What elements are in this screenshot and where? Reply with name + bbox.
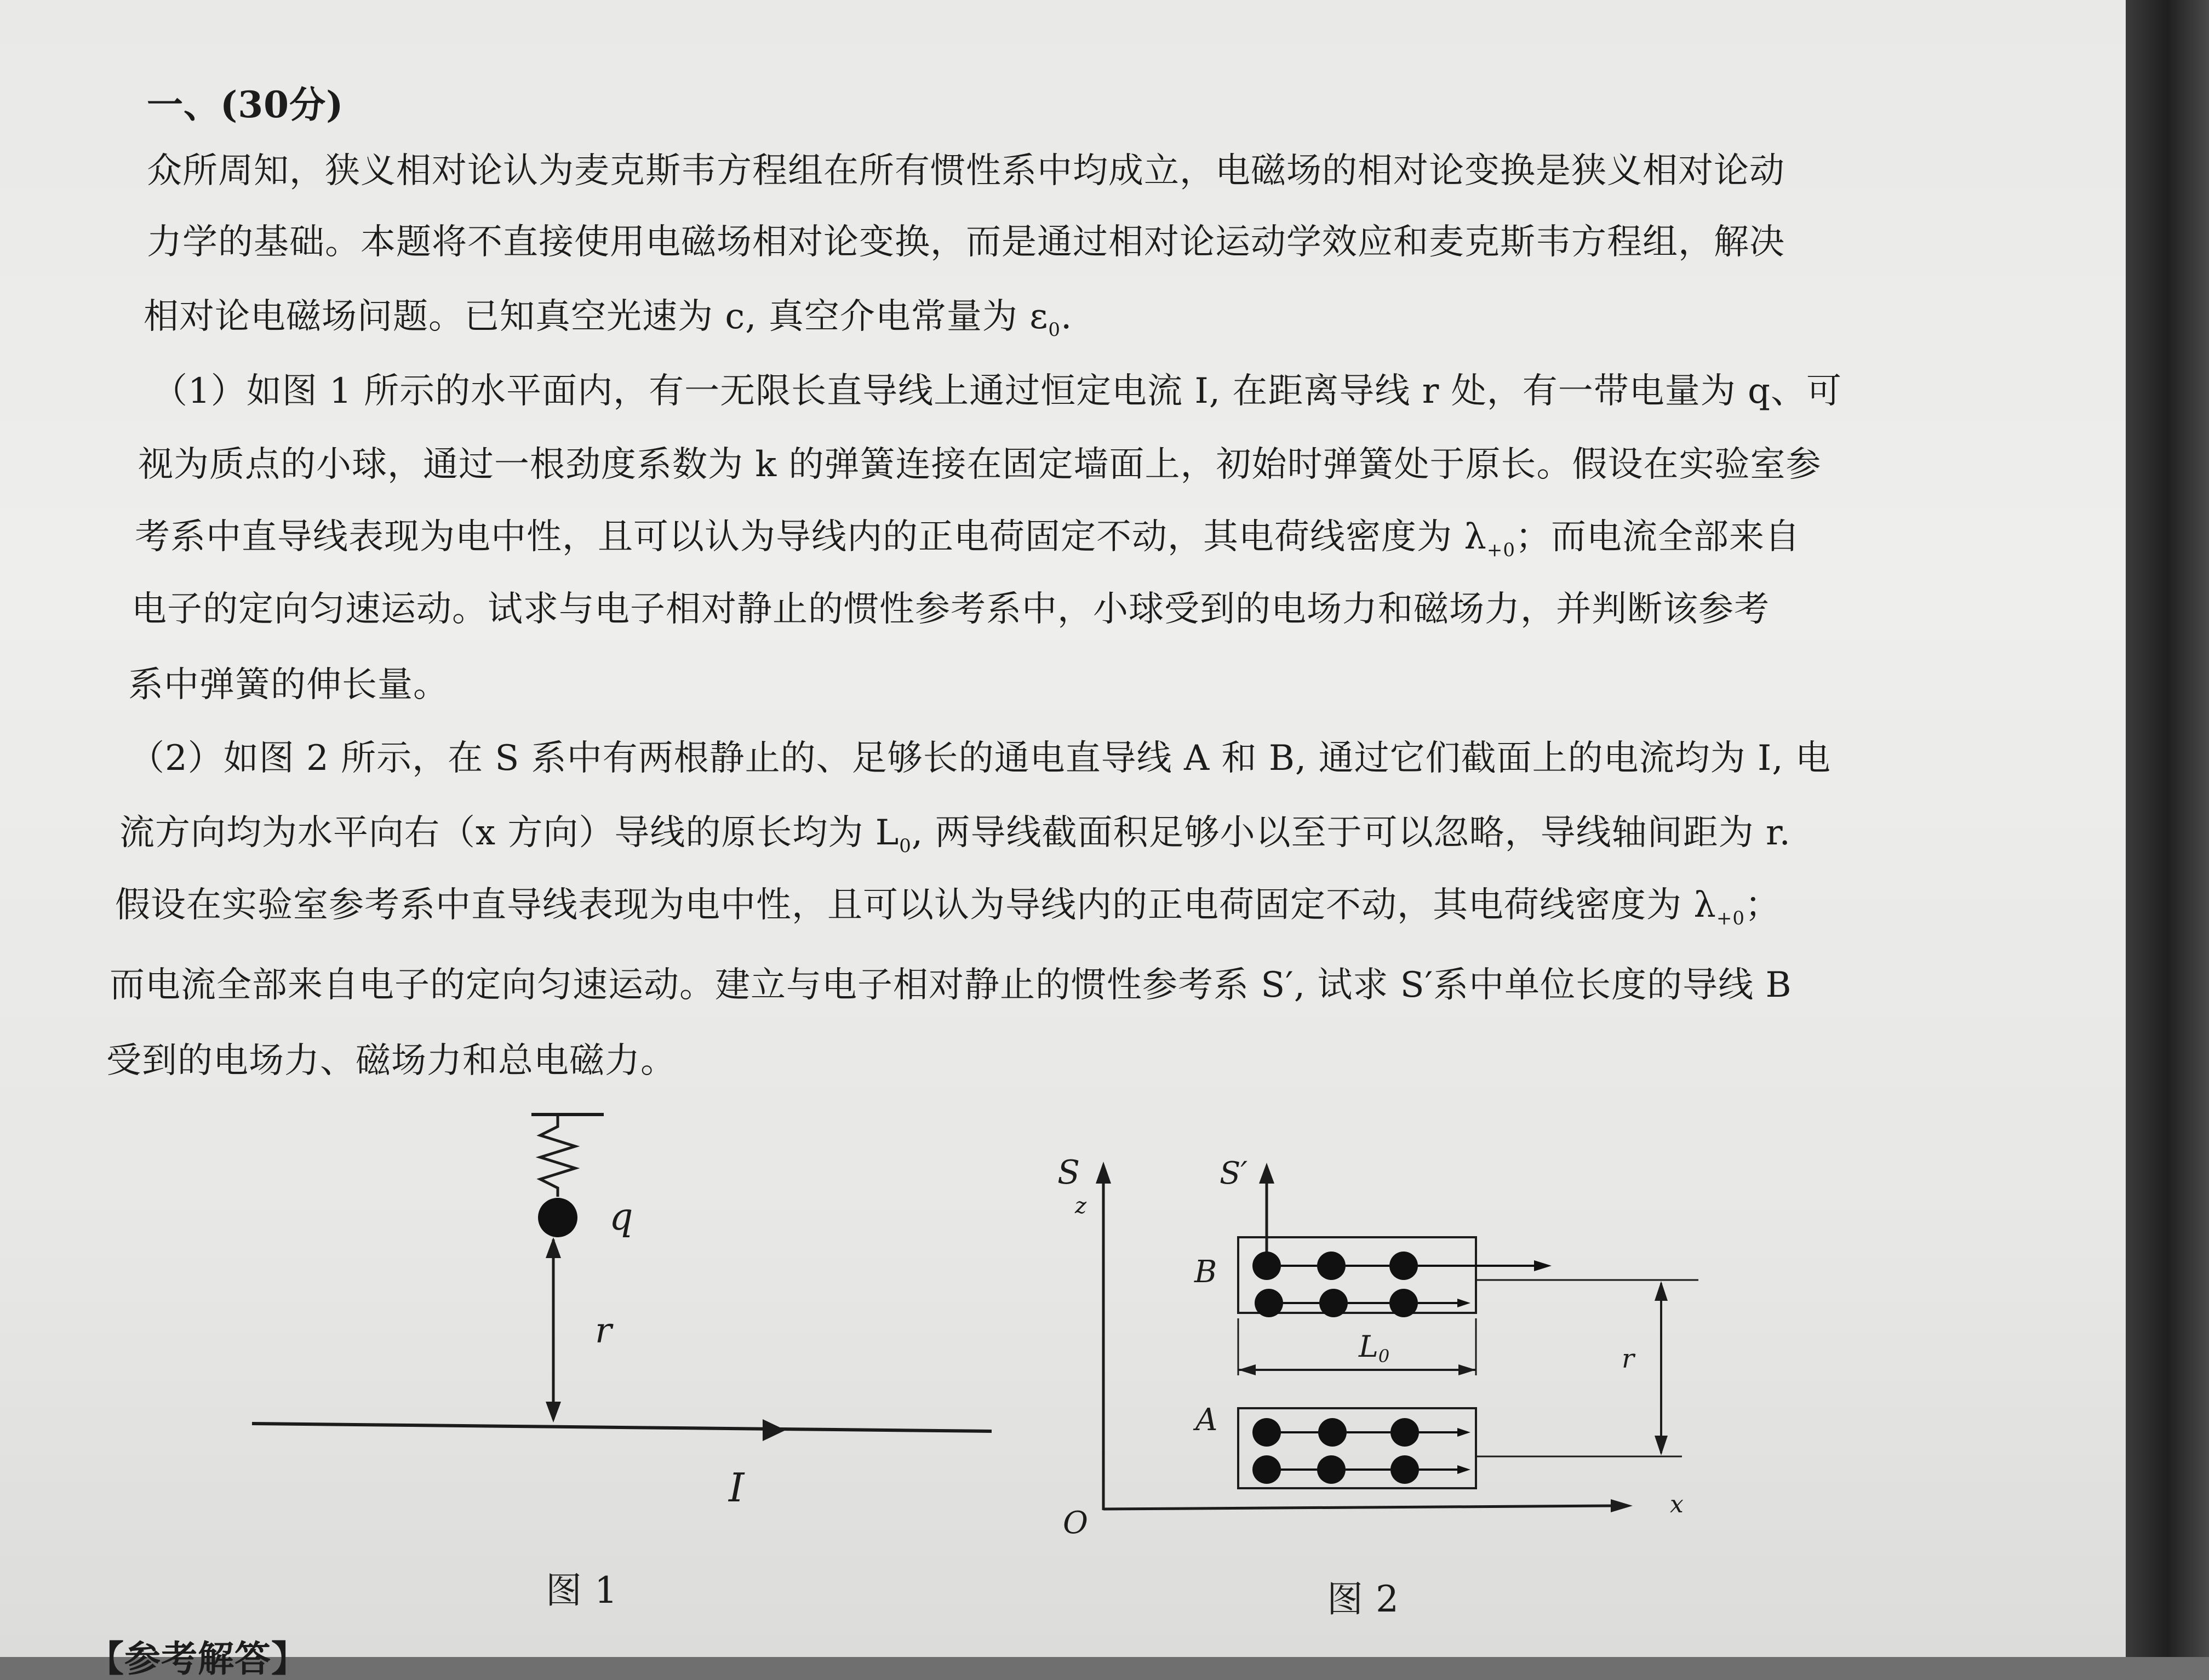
electron [1255, 1289, 1283, 1317]
distance-label: r [595, 1311, 612, 1351]
wire-A-electrons [1252, 1418, 1470, 1484]
figure-2-caption: 图 2 [1327, 1578, 1399, 1620]
current-label: I [729, 1465, 745, 1511]
electron [1252, 1455, 1281, 1484]
electron [1252, 1252, 1281, 1280]
part1-line-1: （1）如图 1 所示的水平面内，有一无限长直导线上通过恒定电流 I, 在距离导线 r 处，有一带电量为 q、可 [152, 371, 1842, 412]
axis-z-label: z [1075, 1193, 1087, 1219]
part2-line-3: 假设在实验室参考系中直导线表现为电中性，且可以认为导线内的正电荷固定不动，其电荷线密度为 $\lambda_{+0}$； [115, 885, 1781, 929]
wire-B-label: B [1194, 1254, 1217, 1290]
part2-line-2: 流方向均为水平向右（x 方向）导线的原长均为 $L_0$, 两导线截面积足够小以至于可以忽略，导线轴间距为 r. [119, 813, 1791, 857]
electron [1252, 1418, 1281, 1447]
electron [1389, 1289, 1418, 1317]
spring [540, 1115, 575, 1197]
electron [1318, 1418, 1347, 1447]
intro-line-3: 相对论电磁场问题。已知真空光速为 c, 真空介电常量为 $\varepsilon_0$. [144, 296, 1073, 341]
distance-arrow-up [546, 1237, 561, 1258]
electron [1389, 1252, 1418, 1280]
origin-label: O [1063, 1505, 1088, 1541]
s-prime-arrow [1259, 1163, 1274, 1184]
figure-2 [1041, 1140, 1753, 1545]
part2-line-4: 而电流全部来自电子的定向匀速运动。建立与电子相对静止的惯性参考系 S′, 试求 S′系中单位长度的导线 B [110, 965, 1792, 1005]
part1-line-3: 考系中直导线表现为电中性，且可以认为导线内的正电荷固定不动，其电荷线密度为 $\lambda_{+0}$；而电流全部来自 [135, 517, 1801, 561]
electron [1390, 1455, 1419, 1484]
wire-A-label: A [1195, 1402, 1218, 1438]
section-heading: 一、(30分) [147, 83, 344, 126]
current-arrow [763, 1419, 786, 1441]
electron [1390, 1418, 1419, 1447]
frame-S-prime-label: S′ [1220, 1156, 1248, 1191]
z-axis-arrow [1096, 1162, 1111, 1184]
wire-B-electrons [1252, 1252, 1552, 1317]
part1-line-5: 系中弹簧的伸长量。 [128, 665, 449, 705]
electron [1319, 1289, 1348, 1317]
wire [252, 1424, 992, 1431]
electron [1317, 1252, 1346, 1280]
answer-heading-fragment: 【参考解答】 [88, 1637, 308, 1680]
x-axis-arrow [1611, 1499, 1633, 1512]
part2-line-1: （2）如图 2 所示，在 S 系中有两根静止的、足够长的通电直导线 A 和 B, 通过它们截面上的电流均为 I, 电 [129, 738, 1831, 779]
part1-line-2: 视为质点的小球，通过一根劲度系数为 k 的弹簧连接在固定墙面上，初始时弹簧处于原长。假设在实验室参 [138, 444, 1822, 485]
x-axis [1103, 1506, 1616, 1509]
axis-x-label: x [1670, 1490, 1684, 1518]
intro-line-2: 力学的基础。本题将不直接使用电磁场相对论变换，而是通过相对论运动学效应和麦克斯韦方程组，解决 [147, 222, 1785, 262]
part1-line-4: 电子的定向匀速运动。试求与电子相对静止的惯性参考系中，小球受到的电场力和磁场力，并判断该参考 [131, 589, 1770, 630]
frame-S-label: S [1057, 1153, 1080, 1192]
r-label: r [1622, 1344, 1634, 1374]
figure-1 [236, 1096, 1014, 1534]
figure-1-caption: 图 1 [546, 1569, 618, 1612]
intro-line-1: 众所周知，狭义相对论认为麦克斯韦方程组在所有惯性系中均成立，电磁场的相对论变换是狭义相对论动 [147, 151, 1785, 191]
charge-label: q [609, 1196, 633, 1239]
charge-ball [538, 1198, 577, 1237]
part2-line-5: 受到的电场力、磁场力和总电磁力。 [106, 1041, 676, 1081]
length-label: L0 [1359, 1329, 1390, 1367]
distance-arrow-down [546, 1402, 561, 1422]
page-edge-shadow [2126, 0, 2209, 1657]
electron [1317, 1455, 1346, 1484]
